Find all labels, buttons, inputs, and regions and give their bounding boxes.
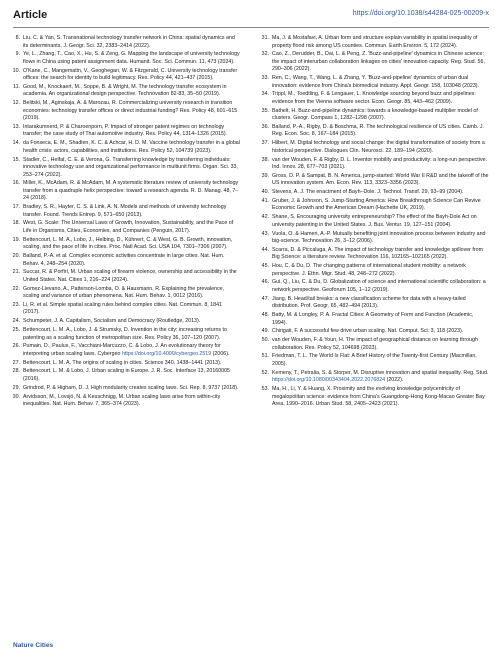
- reference-body: Bettencourt, L. M. A., Lobo, J. & Strumsky, D. Invention in the city: increasing returns to patenting as a scaling function of metropolitan size. Res. Policy 36, 107–120 (2007).: [23, 327, 227, 341]
- reference-body: O'Kane, C., Mangematin, V., Geoghegan, W. & Fitzgerald, C. University technology transfer offices: the search for identity to build legitimacy. Res. Policy 44, 421–437 (2015).: [23, 67, 238, 82]
- reference-number: 25.: [12, 327, 20, 334]
- reference-number: 34.: [261, 91, 269, 98]
- reference-number: 24.: [12, 318, 20, 325]
- reference-body: Gomez-Lievano, A., Patterson-Lomba, O. & Hausmann, R. Explaining the prevalence, scaling and variance of urban phenomena. Nat. Hum. Behav. 1, 0012 (2016).: [23, 285, 225, 300]
- reference-text: [272, 231, 489, 246]
- reference-item: [8, 360, 240, 368]
- reference-item: [8, 385, 240, 393]
- journal-footer: Nature Cities: [13, 642, 54, 649]
- reference-number: 22.: [12, 285, 20, 292]
- reference-item: [257, 263, 489, 278]
- reference-item: [8, 394, 240, 409]
- reference-number: 23.: [12, 301, 20, 308]
- reference-item: [257, 124, 489, 139]
- reference-text: [23, 327, 240, 342]
- reference-item: [8, 237, 240, 252]
- reference-body: Ren, C., Wang, T., Wang, L. & Zhang, Y. 'Buzz-and-pipeline' dynamics of urban dual innovation: evidence from China's biomedical industry. Appl. Geogr. 158, 103048 (2023).: [272, 75, 480, 89]
- reference-item: [257, 91, 489, 106]
- reference-text: [23, 84, 240, 99]
- reference-item: [257, 157, 489, 172]
- reference-number: 21.: [12, 269, 20, 276]
- reference-number: 50.: [261, 337, 269, 344]
- reference-text: [272, 75, 489, 90]
- reference-number: 32.: [261, 51, 269, 58]
- reference-body: Ma, J. & Mostafavi, A. Urban form and structure explain variability in spatial inequality of property flood risk among US counties. Commun. Earth Environ. 5, 172 (2024).: [272, 35, 478, 49]
- reference-text: [272, 35, 489, 50]
- reference-item: [8, 269, 240, 284]
- reference-text: [23, 51, 240, 66]
- reference-item: [8, 204, 240, 219]
- reference-item: [8, 318, 240, 326]
- reference-number: 48.: [261, 312, 269, 319]
- reference-text: [272, 353, 489, 368]
- reference-number: 37.: [261, 140, 269, 147]
- reference-text: [23, 100, 240, 123]
- reference-body: Schumpeter, J. A. Capitalism, Socialism and Democracy (Routledge, 2013).: [23, 318, 201, 325]
- reference-text: [23, 368, 240, 383]
- reference-number: 35.: [261, 107, 269, 114]
- reference-text: [272, 157, 489, 172]
- reference-item: [8, 157, 240, 180]
- reference-doi-link[interactable]: https://doi.org/10.1080/00343404.2022.2076824: [272, 377, 386, 384]
- reference-text: [272, 328, 489, 336]
- reference-text: [272, 189, 489, 197]
- reference-item: [257, 51, 489, 74]
- reference-body: Gui, Q., Liu, C. & Du, D. Globalization of science and international scientific collaboration: a network perspective. Geoforum 105, 1–12 (2019).: [272, 279, 486, 293]
- article-type-label: Article: [13, 9, 48, 21]
- reference-item: [8, 124, 240, 139]
- reference-number: 47.: [261, 295, 269, 302]
- reference-body: Cao, Z., Derudder, B., Dai, L. & Peng, Z. 'Buzz-and-pipeline' dynamics in Chinese science: the impact of interurban collaboration linkages on cities' innovation capacity. Reg. Stud. 56, 290–306 (2022).: [272, 51, 485, 73]
- reference-body: Bettencourt, L. M. A., Lobo, J., Helbing, D., Kühnert, C. & West, G. B. Growth, innovation, scaling, and the pace of life in cities. Proc. Natl Acad. Sci. USA 104, 7301–7306 (2007).: [23, 236, 233, 251]
- reference-item: [257, 231, 489, 246]
- reference-item: [257, 189, 489, 197]
- reference-item: [8, 180, 240, 203]
- reference-text: [272, 214, 489, 229]
- reference-number: 11.: [13, 83, 20, 90]
- reference-number: 30.: [12, 393, 20, 400]
- reference-column-left: [8, 35, 240, 410]
- reference-item: [8, 140, 240, 155]
- reference-body: van der Wouden, F. & Rigby, D. L. Inventor mobility and productivity: a long-run perspective. Ind. Innov. 28, 677–703 (2021).: [272, 156, 488, 171]
- reference-number: 31.: [261, 35, 269, 41]
- reference-tail: (2022).: [385, 377, 404, 384]
- reference-number: 44.: [261, 246, 269, 253]
- reference-text: [272, 173, 489, 188]
- reference-number: 20.: [12, 253, 20, 260]
- reference-number: 46.: [261, 279, 269, 286]
- reference-item: [257, 173, 489, 188]
- reference-number: 10.: [12, 67, 20, 74]
- reference-number: 14.: [12, 140, 20, 147]
- reference-number: 12.: [12, 100, 20, 107]
- reference-item: [8, 343, 240, 358]
- reference-body: Friedman, T. L. The World Is Flat: A Brief History of the Twenty-first Century (Macmillan, 2005).: [272, 353, 477, 367]
- reference-tail: (2006).: [211, 350, 230, 357]
- reference-body: Liu, C. & Yan, S. Transnational technology transfer network in China: spatial dynamics and its determinants. J. Geogr. Sci. 32, 2383–2414 (2022).: [23, 35, 235, 49]
- reference-number: 16.: [12, 180, 20, 187]
- reference-item: [8, 327, 240, 342]
- reference-number: 18.: [12, 220, 20, 227]
- reference-item: [8, 84, 240, 99]
- doi-link[interactable]: https://doi.org/10.1038/s44284-025-00209-x: [352, 10, 489, 17]
- reference-item: [257, 108, 489, 123]
- reference-item: [257, 75, 489, 90]
- reference-body: Hilbert, M. Digital technology and social change: the digital transformation of society from a historical perspective. Dialogues Clin. Neurosci. 22, 189–194 (2020).: [272, 140, 485, 154]
- reference-number: 15.: [12, 156, 20, 163]
- reference-body: da Fonseca, E. M., Shadlen, K. C. & Achcar, H. D. M. Vaccine technology transfer in a global health crisis: actors, capabilities, and institutions. Res. Policy 52, 104739 (2023).: [23, 140, 240, 154]
- reference-item: [257, 296, 489, 311]
- reference-text: [23, 269, 240, 284]
- reference-text: [23, 140, 240, 155]
- reference-body: Jiang, B. Head/tail breaks: a new classification scheme for data with a heavy-tailed distribution. Prof. Geogr. 65, 482–494 (2013).: [272, 295, 466, 310]
- reference-item: [257, 353, 489, 368]
- reference-text: [23, 180, 240, 203]
- reference-body: Succar, R. & Porfiri, M. Urban scaling of firearm violence, ownership and accessibility in the United States. Nat. Cities 1, 216–224 (2024).: [23, 269, 237, 283]
- reference-number: 19.: [12, 236, 20, 243]
- reference-body: Balland, P.-A. et al. Complex economic activities concentrate in large cities. Nat. Hum. Behav. 4, 248–254 (2020).: [23, 253, 225, 267]
- reference-text: [23, 253, 240, 268]
- reference-item: [257, 140, 489, 155]
- reference-item: [8, 368, 240, 383]
- reference-text: [23, 302, 240, 317]
- reference-body: Intarakumnerd, P. & Charoenporn, P. Impact of stronger patent regimes on technology transfer; the case study of Thai automotive industry. Res. Policy 44, 1314–1326 (2015).: [23, 123, 228, 138]
- reference-number: 53.: [261, 386, 269, 393]
- reference-text: [23, 360, 240, 368]
- reference-text: [272, 370, 489, 385]
- reference-item: [257, 198, 489, 213]
- reference-body: Kemeny, T., Petralia, S. & Storper, M. Disruptive innovation and spatial inequality. Reg. Stud.: [272, 369, 489, 376]
- reference-item: [8, 253, 240, 268]
- reference-body: van der Wouden, F. & Youn, H. The impact of geographical distance on learning through collaboration. Res. Policy 52, 104698 (2023).: [272, 337, 478, 351]
- reference-item: [8, 35, 240, 50]
- reference-body: Gruber, J. & Johnson, S. Jump-Starting America: How Breakthrough Science Can Revive Economic Growth and the American Dream (Hachette UK, 2019).: [272, 197, 481, 212]
- reference-number: 28.: [12, 368, 20, 375]
- reference-text: [272, 198, 489, 213]
- reference-text: [23, 220, 240, 235]
- reference-text: [23, 286, 240, 301]
- reference-text: [272, 140, 489, 155]
- reference-item: [8, 302, 240, 317]
- reference-body: Stevens, A. J. The enactment of Bayh–Dole. J. Technol. Transf. 29, 93–99 (2004).: [272, 189, 464, 196]
- reference-number: 41.: [261, 197, 269, 204]
- reference-body: Chirigati, F. A successful few drive urban scaling. Nat. Comput. Sci. 3, 118 (2023).: [272, 328, 464, 335]
- reference-number: 40.: [261, 189, 269, 196]
- reference-body: Shane, S. Encouraging university entrepreneurship? The effect of the Bayh-Dole Act on university patenting in the United States. J. Bus. Ventur. 19, 127–151 (2004).: [272, 214, 477, 228]
- reference-text: [23, 343, 240, 358]
- reference-item: [257, 312, 489, 327]
- reference-body: Stadler, C., Helfat, C. E. & Verona, G. Transferring knowledge by transferring individuals: innovative technology use and organizational performance in multiunit firms. Organ. Sci. 33, 253–274 (2022).: [23, 156, 238, 178]
- reference-body: Bettencourt, L. M. & Lobo, J. Urban scaling in Europe. J. R. Soc. Interface 13, 20160005 (2016).: [23, 368, 230, 382]
- reference-body: Li, R. et al. Simple spatial scaling rules behind complex cities. Nat. Commun. 8, 1841 (2017).: [23, 301, 223, 316]
- reference-item: [8, 286, 240, 301]
- reference-text: [23, 237, 240, 252]
- reference-text: [272, 124, 489, 139]
- reference-body: Bettencourt, L. M. A. The origins of scaling in cities. Science 340, 1438–1441 (2013).: [23, 359, 222, 366]
- reference-text: [272, 296, 489, 311]
- reference-body: Balland, P.-A., Rigby, D. & Boschma, R. The technological resilience of US cities. Camb. J. Reg. Econ. Soc. 8, 167–184 (2015).: [272, 123, 484, 138]
- reference-item: [257, 35, 489, 50]
- reference-body: Arvidsson, M., Lovsjö, N. & Keuschnigg, M. Urban scaling laws arise from within-city inequalities. Nat. Hum. Behav. 7, 365–374 (2023).: [23, 393, 221, 408]
- reference-body: Trippl, M., Toedtling, F. & Lengauer, L. Knowledge sourcing beyond buzz and pipelines: evidence from the Vienna software sector. Econ. Geogr. 85, 443–462 (2009).: [272, 91, 476, 105]
- reference-item: [8, 220, 240, 235]
- reference-body: Bathelt, H. Buzz-and-pipeline dynamics: towards a knowledge-based multiplier model of clusters. Geogr. Compass 1, 1282–1298 (2007).: [272, 107, 478, 122]
- reference-body: Good, M., Knockaert, M., Soppe, B. & Wright, M. The technology transfer ecosystem in academia. An organizational design perspective. Technovation 82-83, 35–50 (2019).: [23, 83, 227, 98]
- reference-item: [257, 279, 489, 294]
- reference-item: [8, 51, 240, 66]
- reference-number: 13.: [12, 123, 20, 130]
- reference-text: [23, 157, 240, 180]
- reference-body: Ma, H., Li, Y. & Huang, X. Proximity and the evolving knowledge polycentricity of megalopolitan science: evidence from China's Guangdong-Hong Kong-Macao Greater Bay Area, 1990–2016. Urban Stud. 58, 2405–2423 (2021).: [272, 386, 485, 408]
- reference-text: [23, 124, 240, 139]
- reference-item: [257, 370, 489, 385]
- reference-number: 27.: [12, 359, 20, 366]
- reference-text: [272, 51, 489, 74]
- reference-column-right: [257, 35, 489, 410]
- reference-text: [272, 337, 489, 352]
- reference-number: 45.: [261, 263, 269, 270]
- reference-body: Belitski, M., Aginskaja, A. & Marozau, R. Commercializing university research in transition economies: technology transfer offices or direct industrial funding? Res. Policy 48, 601–615 (2019).: [23, 100, 238, 122]
- reference-body: West, G. Scale: The Universal Laws of Growth, Innovation, Sustainability, and the Pace of Life in Organisms, Cities, Economies, and Companies (Penguin, 2017).: [23, 220, 234, 234]
- reference-text: [23, 318, 240, 326]
- reference-text: [23, 204, 240, 219]
- reference-number: 26.: [12, 343, 20, 350]
- reference-item: [257, 337, 489, 352]
- reference-body: Pumain, D., Paulus, F., Vacchiani-Marcuzzo, C. & Lobo, J. An evolutionary theory for interpreting urban scaling laws. Cybergeo: [23, 343, 221, 357]
- reference-number: 17.: [12, 204, 20, 211]
- reference-number: 38.: [261, 156, 269, 163]
- reference-body: Ye, L., Zhang, T., Cao, X., Hu, S. & Zeng, G. Mapping the landscape of university technology flows in China using patent assignment data. Humanit. Soc. Sci. Commun. 11, 473 (2024).: [23, 51, 240, 65]
- reference-text: [272, 279, 489, 294]
- reference-number: 49.: [261, 328, 269, 335]
- reference-body: Scarra, D. & Piccaluga, A. The impact of technology transfer and knowledge spillover from Big Science: a literature review. Technovation 116, 102165–102165 (2022).: [272, 246, 483, 261]
- reference-number: 33.: [261, 75, 269, 82]
- reference-item: [257, 214, 489, 229]
- reference-number: 9.: [15, 51, 20, 58]
- reference-body: Batty, M. & Longley, P. A. Fractal Cities: A Geometry of Form and Function (Academic, 1994).: [272, 312, 474, 326]
- reference-body: Grindrod, P. & Higham, D. J. High modularity creates scaling laws. Sci. Rep. 8, 9737 (2018).: [23, 384, 239, 391]
- reference-body: Vuola, O. & Hameri, A.-P. Mutually benefiting joint innovation process between industry and big-science. Technovation 26, 3–12 (2006).: [272, 230, 486, 245]
- reference-item: [257, 328, 489, 336]
- reference-doi-link[interactable]: https://doi.org/10.4000/cybergeo.2519: [121, 350, 212, 357]
- reference-text: [272, 312, 489, 327]
- reference-list: [8, 35, 494, 625]
- reference-number: 51.: [261, 353, 269, 360]
- reference-text: [272, 247, 489, 262]
- reference-item: [257, 247, 489, 262]
- reference-text: [272, 91, 489, 106]
- page-header: [13, 9, 489, 28]
- reference-body: Gross, D. P. & Sampat, B. N. America, jump-started: World War II R&D and the takeoff of the US innovation system. Am. Econ. Rev. 113, 3323–3356 (2023).: [272, 172, 489, 187]
- reference-body: Bradley, S. R., Hayter, C. S. & Link, A. N. Models and methods of university technology transfer. Found. Trends Entrep. 9, 571–650 (2013).: [23, 204, 227, 218]
- reference-text: [272, 108, 489, 123]
- reference-item: [8, 68, 240, 83]
- reference-item: [8, 100, 240, 123]
- reference-number: 39.: [261, 172, 269, 179]
- reference-number: 8.: [15, 35, 20, 41]
- reference-number: 42.: [261, 214, 269, 221]
- reference-text: [23, 68, 240, 83]
- reference-text: [272, 386, 489, 409]
- reference-text: [272, 263, 489, 278]
- reference-text: [23, 394, 240, 409]
- reference-body: Miller, K., McAdam, R. & McAdam, M. A systematic literature review of university technology transfer from a quadruple helix perspective: toward a research agenda. R. D. Manag. 48, 7–24 (2018).: [23, 180, 239, 202]
- reference-item: [257, 386, 489, 409]
- reference-number: 36.: [261, 123, 269, 130]
- reference-number: 43.: [261, 230, 269, 237]
- reference-number: 29.: [12, 384, 20, 391]
- reference-body: Hou, C. & Du, D. The changing patterns of international student mobility: a network perspective. J. Ethn. Migr. Stud. 48, 248–272 (2022).: [272, 263, 466, 277]
- reference-text: [23, 35, 240, 50]
- reference-number: 52.: [261, 369, 269, 376]
- reference-text: [23, 385, 240, 393]
